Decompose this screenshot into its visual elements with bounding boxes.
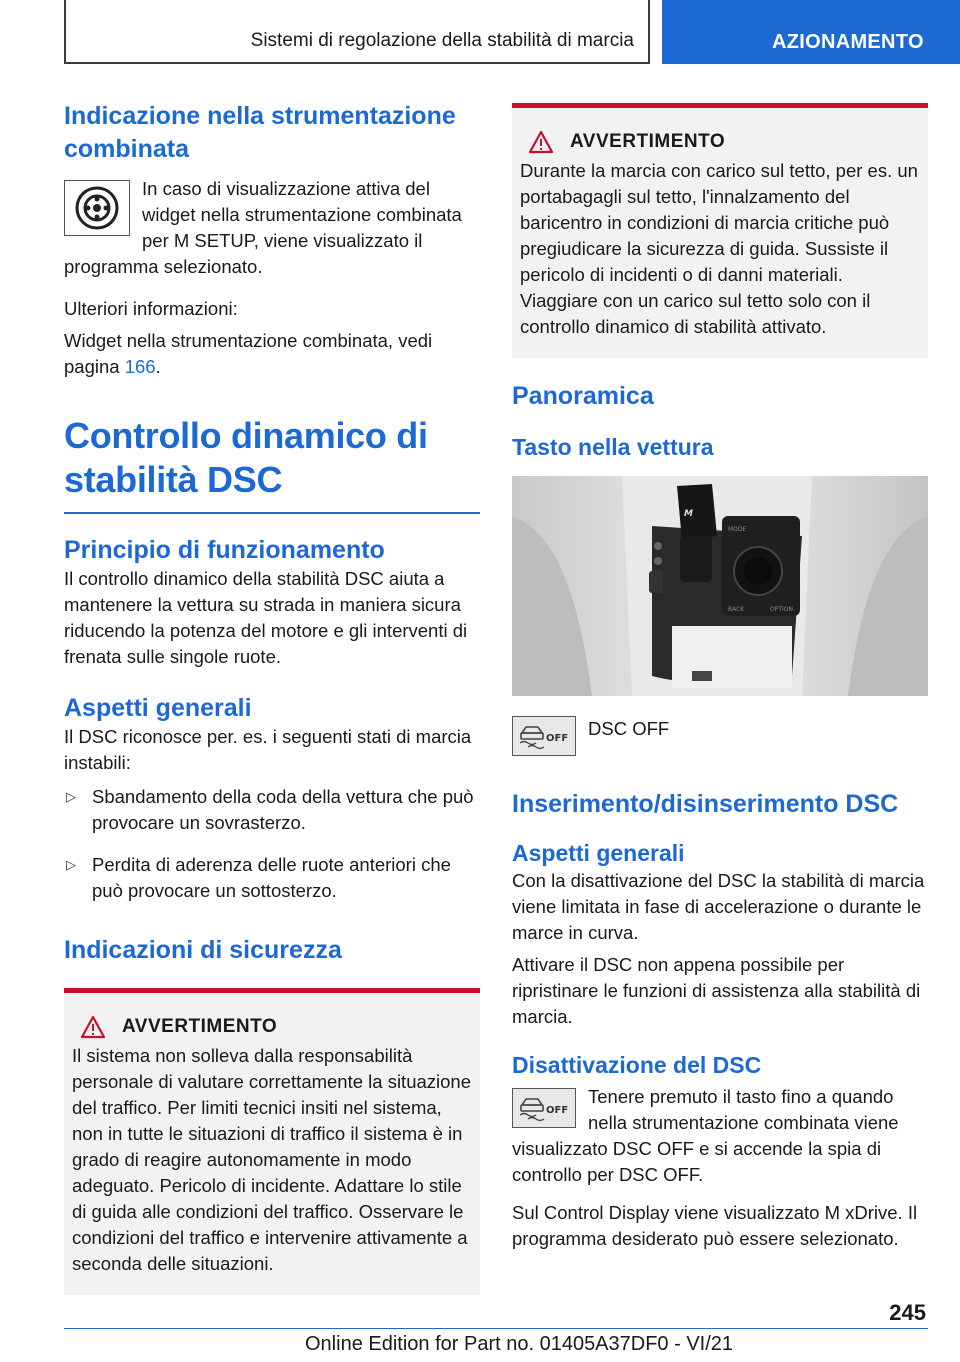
widget-reference-text: Widget nella strumentazione combinata, vedi pagina xyxy=(64,330,433,377)
list-item-text: Sbandamento della coda della vettura che può provocare un sovrasterzo. xyxy=(92,786,474,833)
general-paragraph-2: Attivare il DSC non appena possibile per ripristinare le funzioni di assistenza alla stabilità di marcia. xyxy=(512,954,921,1027)
warning-title: AVVERTIMENTO xyxy=(122,1016,278,1037)
triangle-bullet-icon: ▷ xyxy=(66,789,76,804)
header-chapter-label: AZIONAMENTO xyxy=(772,31,924,53)
warning-triangle-icon xyxy=(528,130,554,154)
warning-text: Durante la marcia con carico sul tetto, per es. un portabagagli sul tetto, l'innalzamento del baricentro in condizioni di marcia critiche può pregiudicare la sicurezza di guida. Sussiste il pericolo di incidenti o di danni materiali. Viaggiare con un carico sul tetto solo con il controllo dinamico di stabilità attivato. xyxy=(520,160,918,337)
svg-text:MODE: MODE xyxy=(728,526,747,533)
warning-box-right xyxy=(512,103,928,358)
principle-paragraph: Il controllo dinamico della stabilità DSC aiuta a mantenere la vettura su strada in maniera sicura riducendo la potenza del motore e gli interventi di frenata sulle singole ruote. xyxy=(64,568,468,667)
header-chapter-tab[interactable] xyxy=(662,0,960,64)
svg-text:OFF: OFF xyxy=(546,1105,569,1116)
heading-overview: Panoramica xyxy=(512,382,654,410)
warning-header xyxy=(520,130,920,154)
warning-box-left xyxy=(64,988,480,1295)
warning-text: Il sistema non solleva dalla responsabilità personale di valutare correttamente la situazione del traffico. Per limiti tecnici insiti nel sistema, non in tutte le situazioni di traffico il sistema è in grado di reagire autonomamente in modo adeguato. Pericolo di incidente. Adattare lo stile di guida alle condizioni del traffico. Osservare le condizioni del traffico e intervenire attivamente a seconda delle situazioni. xyxy=(72,1045,472,1274)
center-console-photo xyxy=(512,476,928,696)
instability-list xyxy=(64,784,480,904)
deactivation-block xyxy=(512,1084,928,1188)
general-paragraph-1: Con la disattivazione del DSC la stabilità di marcia viene limitata in fase di accelerazione o durante le marce in curva. xyxy=(512,870,925,943)
wheel-program-icon xyxy=(64,180,130,236)
svg-text:OPTION: OPTION xyxy=(770,606,793,613)
deactivation-paragraph: Tenere premuto il tasto fino a quando nella strumentazione combinata viene visualizzato DSC OFF e si accende la spia di controllo per DSC OFF. xyxy=(512,1086,899,1185)
cluster-paragraph: In caso di visualizzazione attiva del widget nella strumentazione combinata per M SETUP, viene visualizzato il programma selezionato. xyxy=(64,178,462,277)
heading-safety: Indicazioni di sicurezza xyxy=(64,936,342,964)
dsc-off-button-icon xyxy=(512,1088,576,1128)
footer-divider xyxy=(64,1328,928,1329)
warning-header xyxy=(72,1015,472,1039)
general-paragraph: Il DSC riconosce per. es. i seguenti stati di marcia instabili: xyxy=(64,726,472,773)
heading-button-in-car: Tasto nella vettura xyxy=(512,434,714,460)
list-item-text: Perdita di aderenza delle ruote anteriori che può provocare un sottosterzo. xyxy=(92,854,451,901)
cluster-paragraph-block xyxy=(64,176,480,280)
page-link-166[interactable]: 166 xyxy=(124,356,156,377)
dsc-off-icon xyxy=(512,716,576,756)
warning-title: AVVERTIMENTO xyxy=(570,131,726,152)
heading-general: Aspetti generali xyxy=(64,694,252,722)
heading-dsc: Controllo dinamico di stabilità DSC xyxy=(64,415,428,500)
header-section-box xyxy=(64,0,650,64)
heading-deactivation: Disattivazione del DSC xyxy=(512,1052,762,1078)
left-column xyxy=(64,100,480,1295)
triangle-bullet-icon: ▷ xyxy=(66,857,76,872)
header-section-title: Sistemi di regolazione della stabilità di marcia xyxy=(250,30,634,51)
dsc-off-legend xyxy=(512,716,928,756)
svg-text:OFF: OFF xyxy=(546,733,569,744)
control-display-paragraph: Sul Control Display viene visualizzato M xDrive. Il programma desiderato può essere selezionato. xyxy=(512,1202,918,1249)
dsc-off-label: DSC OFF xyxy=(588,718,670,739)
widget-reference-suffix: . xyxy=(155,356,161,377)
svg-text:M: M xyxy=(684,509,693,519)
heading-general-right: Aspetti generali xyxy=(512,840,685,866)
heading-cluster-display: Indicazione nella strumentazione combinata xyxy=(64,102,456,163)
list-item xyxy=(64,852,480,904)
heading-on-off: Inserimento/disinserimento DSC xyxy=(512,790,899,818)
section-divider xyxy=(64,512,480,514)
list-item xyxy=(64,784,480,836)
right-column xyxy=(512,103,928,1252)
heading-principle: Principio di funzionamento xyxy=(64,536,385,564)
more-info-label: Ulteriori informazioni: xyxy=(64,298,238,319)
footer-edition: Online Edition for Part no. 01405A37DF0 - VI/21 xyxy=(305,1333,734,1355)
svg-text:BACK: BACK xyxy=(728,606,745,613)
page-number: 245 xyxy=(889,1300,926,1325)
warning-triangle-icon xyxy=(80,1015,106,1039)
widget-reference xyxy=(64,328,480,380)
